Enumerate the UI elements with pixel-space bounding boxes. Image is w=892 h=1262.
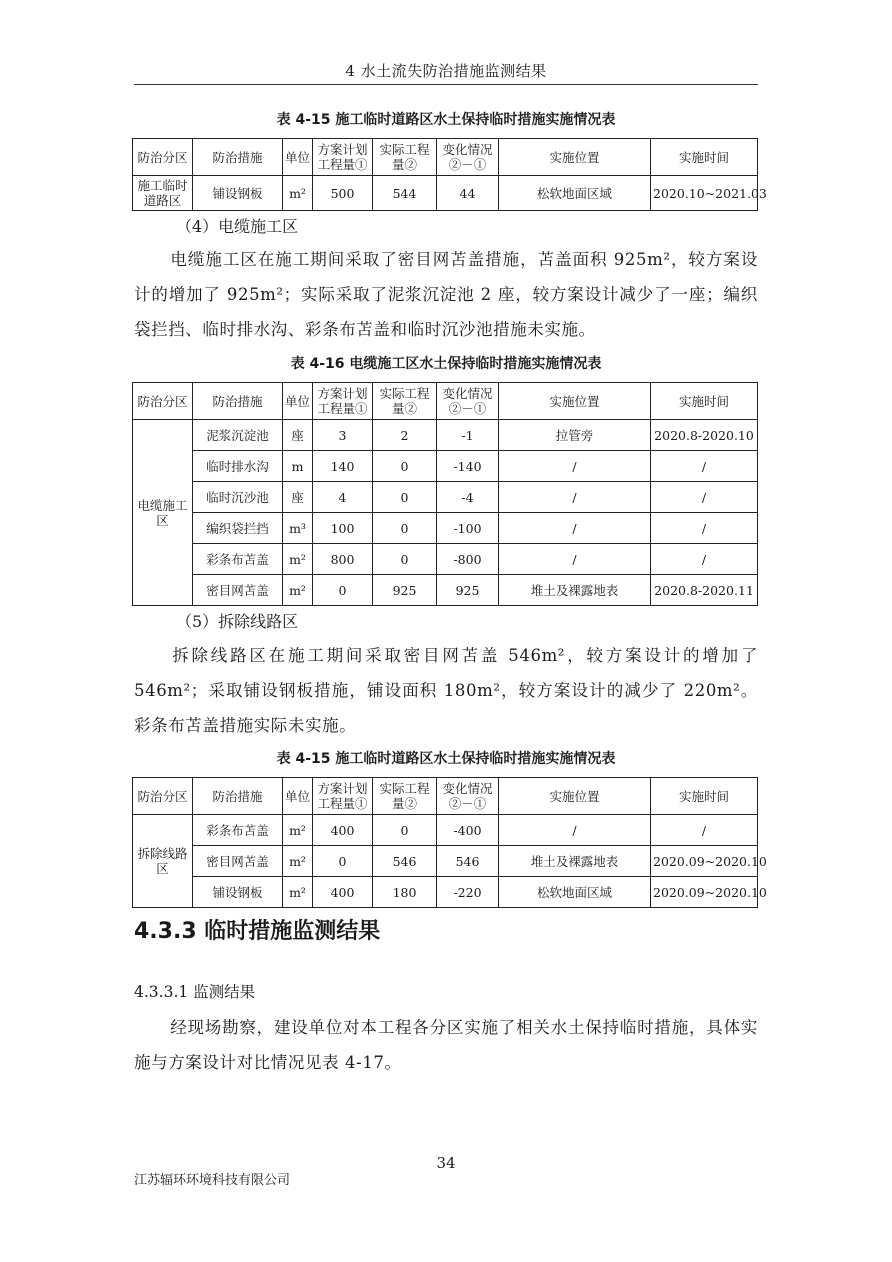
table-cell: / (651, 482, 758, 513)
table-cell: m² (283, 846, 313, 877)
column-header: 方案计划工程量① (313, 778, 373, 815)
table-cell: 密目网苫盖 (193, 846, 283, 877)
table-cell: -400 (437, 815, 499, 846)
table-cell: m² (283, 544, 313, 575)
table-row (133, 176, 758, 211)
column-header: 实施位置 (499, 383, 651, 420)
table-cell: 松软地面区域 (499, 877, 651, 908)
table-cell: 0 (373, 544, 437, 575)
table-row (133, 513, 758, 544)
table-row (133, 451, 758, 482)
running-header: 4 水土流失防治措施监测结果 (345, 62, 547, 80)
table-cell: 座 (283, 420, 313, 451)
table-row (133, 846, 758, 877)
column-header: 变化情况②－① (437, 383, 499, 420)
column-header: 防治分区 (133, 139, 193, 176)
column-header: 方案计划工程量① (313, 383, 373, 420)
paragraph-monitoring (134, 1010, 758, 1080)
table-cell: 140 (313, 451, 373, 482)
table-cell: -1 (437, 420, 499, 451)
subheading-removal-zone: （5）拆除线路区 (176, 612, 299, 631)
table-header-row (133, 139, 758, 176)
table-cell: m³ (283, 513, 313, 544)
column-header: 防治分区 (133, 383, 193, 420)
table-row (133, 420, 758, 451)
table-cell: -220 (437, 877, 499, 908)
table-row (133, 877, 758, 908)
table-cell: 0 (313, 846, 373, 877)
table-cell: / (651, 451, 758, 482)
table-header-row (133, 778, 758, 815)
column-header: 实际工程量② (373, 139, 437, 176)
table-cell: 编织袋拦挡 (193, 513, 283, 544)
table-row (133, 815, 758, 846)
subsection-heading: 4.3.3.1 监测结果 (134, 983, 256, 1001)
table-cell: / (499, 513, 651, 544)
zone-cell: 拆除线路区 (133, 815, 193, 908)
table-cell: 3 (313, 420, 373, 451)
table-cell: m² (283, 877, 313, 908)
column-header: 方案计划工程量① (313, 139, 373, 176)
table-cell: m² (283, 176, 313, 211)
column-header: 实施时间 (651, 139, 758, 176)
table-cell: 400 (313, 877, 373, 908)
table-cell: 0 (313, 575, 373, 606)
paragraph-cable-zone (134, 242, 758, 347)
table-cell: 925 (373, 575, 437, 606)
paragraph-text: 经现场勘察，建设单位对本工程各分区实施了相关水土保持临时措施，具体实施与方案设计对比情况见表 4-17。 (134, 1018, 758, 1072)
column-header: 防治措施 (193, 383, 283, 420)
table-cell: 2020.8-2020.10 (651, 420, 758, 451)
table-cell: 4 (313, 482, 373, 513)
column-header: 变化情况②－① (437, 139, 499, 176)
table-cell: 800 (313, 544, 373, 575)
column-header: 实施时间 (651, 778, 758, 815)
table-cell: 0 (373, 451, 437, 482)
table-cell: 施工临时道路区 (133, 176, 193, 211)
table-cell: 临时沉沙池 (193, 482, 283, 513)
column-header: 防治措施 (193, 139, 283, 176)
table-cell: 铺设钢板 (193, 877, 283, 908)
table-removal-zone (132, 777, 767, 908)
table-cell: 拉管旁 (499, 420, 651, 451)
table-row (133, 482, 758, 513)
table-cell: 100 (313, 513, 373, 544)
table-4-16-cable (132, 382, 758, 606)
page-number: 34 (436, 1154, 456, 1172)
table-cell: 400 (313, 815, 373, 846)
paragraph-removal-zone (134, 638, 758, 743)
zone-cell: 电缆施工区 (133, 420, 193, 606)
table-cell: / (651, 513, 758, 544)
table-cell: 密目网苫盖 (193, 575, 283, 606)
column-header: 实施时间 (651, 383, 758, 420)
table-cell: 松软地面区域 (499, 176, 651, 211)
table-cell: -140 (437, 451, 499, 482)
column-header: 防治分区 (133, 778, 193, 815)
table-cell: 2020.09~2020.10 (651, 877, 758, 908)
table-cell: 0 (373, 513, 437, 544)
table-cell: 2 (373, 420, 437, 451)
table-cell: -800 (437, 544, 499, 575)
table-caption-3: 表 4-15 施工临时道路区水土保持临时措施实施情况表 (276, 751, 616, 767)
paragraph-text: 电缆施工区在施工期间采取了密目网苫盖措施，苫盖面积 925m²，较方案设计的增加了 925m²；实际采取了泥浆沉淀池 2 座，较方案设计减少了一座；编织袋拦挡、临时排水沟、彩条布苫盖和临时沉沙池措施未实施。 (134, 250, 758, 339)
table-cell: 546 (373, 846, 437, 877)
table-cell: 2020.8-2020.11 (651, 575, 758, 606)
table-cell: / (499, 451, 651, 482)
table-cell: 2020.10~2021.03 (651, 176, 758, 211)
table-cell: 堆土及裸露地表 (499, 575, 651, 606)
column-header: 实际工程量② (373, 778, 437, 815)
subheading-cable-zone: （4）电缆施工区 (176, 217, 299, 236)
table-cell: 堆土及裸露地表 (499, 846, 651, 877)
table-cell: 546 (437, 846, 499, 877)
table-cell: -100 (437, 513, 499, 544)
section-heading: 4.3.3 临时措施监测结果 (134, 919, 381, 944)
column-header: 单位 (283, 139, 313, 176)
column-header: 实施位置 (499, 778, 651, 815)
table-cell: / (651, 815, 758, 846)
table-cell: 临时排水沟 (193, 451, 283, 482)
table-cell: 彩条布苫盖 (193, 815, 283, 846)
table-cell: / (499, 815, 651, 846)
table-cell: / (499, 482, 651, 513)
table-cell: 544 (373, 176, 437, 211)
column-header: 实施位置 (499, 139, 651, 176)
table-cell: 泥浆沉淀池 (193, 420, 283, 451)
table-cell: 彩条布苫盖 (193, 544, 283, 575)
table-4-15-road (132, 138, 767, 211)
column-header: 实际工程量② (373, 383, 437, 420)
table-row (133, 575, 758, 606)
table-cell: / (651, 544, 758, 575)
table-cell: 925 (437, 575, 499, 606)
table-cell: 44 (437, 176, 499, 211)
column-header: 单位 (283, 383, 313, 420)
paragraph-text: 拆除线路区在施工期间采取密目网苫盖 546m²，较方案设计的增加了 546m²；采取铺设钢板措施，铺设面积 180m²，较方案设计的减少了 220m²。彩条布苫盖措施实际未实施。 (134, 646, 758, 735)
column-header: 单位 (283, 778, 313, 815)
table-cell: m (283, 451, 313, 482)
header-rule (134, 84, 758, 85)
table-cell: / (499, 544, 651, 575)
table-cell: 0 (373, 482, 437, 513)
table-cell: 0 (373, 815, 437, 846)
column-header: 防治措施 (193, 778, 283, 815)
table-cell: 座 (283, 482, 313, 513)
table-cell: -4 (437, 482, 499, 513)
table-cell: 2020.09~2020.10 (651, 846, 758, 877)
table-cell: 500 (313, 176, 373, 211)
table-row (133, 544, 758, 575)
table-cell: m² (283, 575, 313, 606)
table-cell: 铺设钢板 (193, 176, 283, 211)
column-header: 变化情况②－① (437, 778, 499, 815)
table-caption-1: 表 4-15 施工临时道路区水土保持临时措施实施情况表 (276, 112, 616, 128)
table-caption-2: 表 4-16 电缆施工区水土保持临时措施实施情况表 (290, 356, 602, 372)
table-header-row (133, 383, 758, 420)
footer-company: 江苏辐环环境科技有限公司 (134, 1173, 291, 1188)
table-cell: m² (283, 815, 313, 846)
table-cell: 180 (373, 877, 437, 908)
